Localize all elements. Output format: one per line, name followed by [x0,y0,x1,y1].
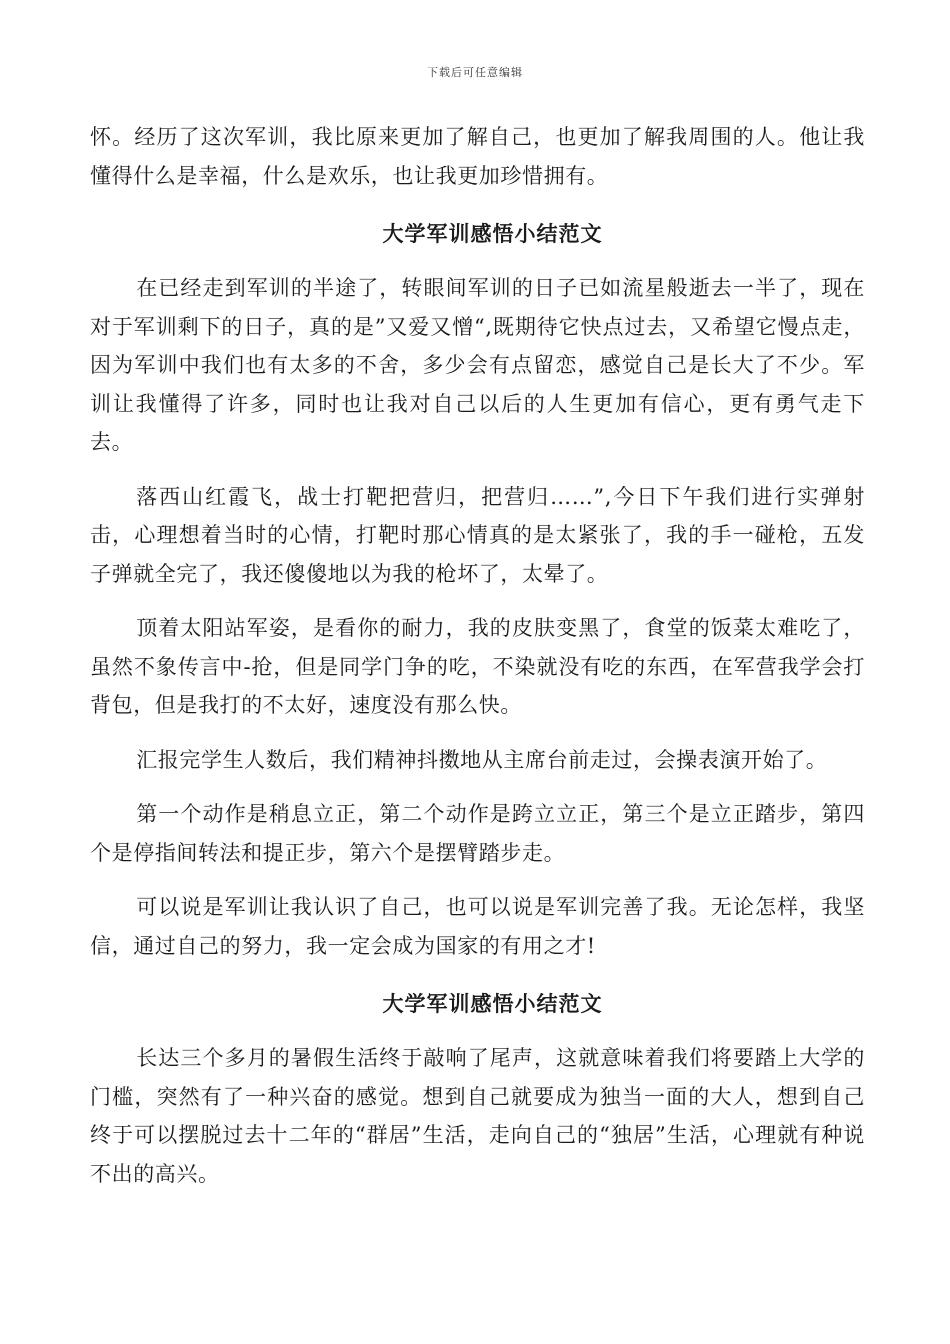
document-body [90,118,865,1193]
section-heading: 大学军训感悟小结范文 [382,991,603,1016]
paragraph: 顶着太阳站军姿，是看你的耐力，我的皮肤变黑了，食堂的饭菜太难吃了，虽然不象传言中-抢，但是同学门争的吃，不染就没有吃的东西，在军营我学会打背包，但是我打的不太好，速度没有那么快。 [90,616,865,717]
paragraph: 怀。经历了这次军训，我比原来更加了解自己，也更加了解我周围的人。他让我懂得什么是幸福，什么是欢乐，也让我更加珍惜拥有。 [90,125,865,188]
paragraph: 汇报完学生人数后，我们精神抖擞地从主席台前走过，会操表演开始了。 [136,747,828,772]
paragraph: 可以说是军训让我认识了自己，也可以说是军训完善了我。无论怎样，我坚信，通过自己的努力，我一定会成为国家的有用之才! [90,895,865,958]
page-header: 下载后可任意编辑 [427,66,523,79]
section-heading: 大学军训感悟小结范文 [382,221,603,246]
paragraph: 第一个动作是稍息立正，第二个动作是跨立立正，第三个是立正踏步，第四个是停指间转法和提正步，第六个是摆臂踏步走。 [90,802,865,865]
paragraph: 在已经走到军训的半途了，转眼间军训的日子已如流星般逝去一半了，现在对于军训剩下的日子，真的是”又爱又憎“,既期待它快点过去，又希望它慢点走，因为军训中我们也有太多的不舍，多少会有点留恋，感觉自己是长大了不少。军训让我懂得了许多，同时也让我对自己以后的人生更加有信心，更有勇气走下去。 [90,276,865,454]
paragraph: 长达三个多月的暑假生活终于敲响了尾声，这就意味着我们将要踏上大学的门槛，突然有了一种兴奋的感觉。想到自己就要成为独当一面的大人，想到自己终于可以摆脱过去十二年的“群居”生活，走向自己的“独居”生活，心理就有种说不出的高兴。 [90,1046,865,1186]
paragraph: 落西山红霞飞，战士打靶把营归，把营归……”,今日下午我们进行实弹射击，心理想着当时的心情，打靶时那心情真的是太紧张了，我的手一碰枪，五发子弹就全完了，我还傻傻地以为我的枪坏了，太晕了。 [90,484,865,586]
